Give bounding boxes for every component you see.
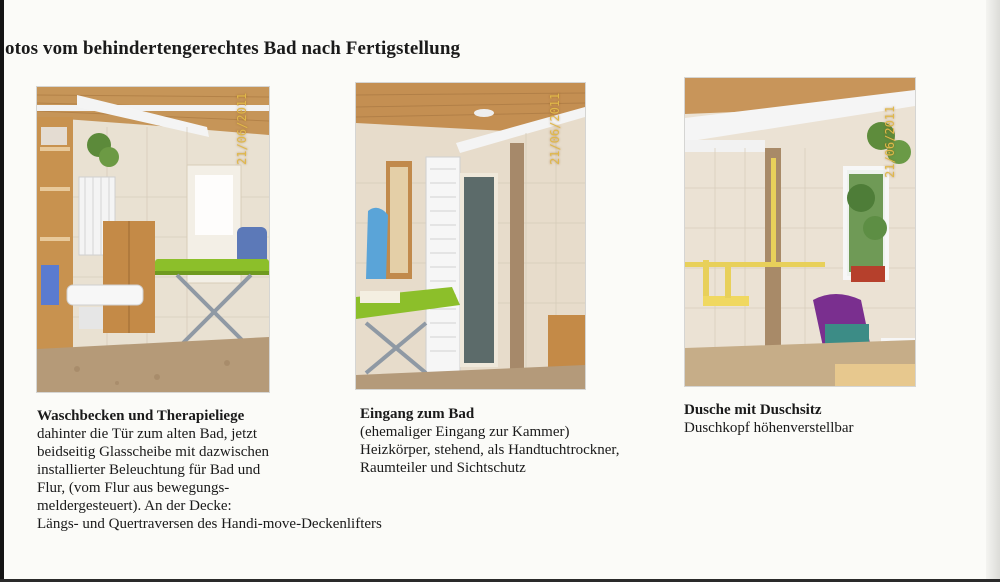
caption-line: Duschkopf höhenverstellbar: [684, 420, 854, 436]
caption-line: meldergesteuert). An der Decke:: [37, 498, 232, 514]
photo-datestamp: 21/06/2011: [235, 92, 249, 165]
caption-washbasin-therapy-table: [37, 407, 382, 533]
photo-bathroom-entrance: [356, 83, 585, 389]
caption-line: Heizkörper, stehend, als Handtuchtrockner,: [360, 442, 620, 458]
caption-line: installierter Beleuchtung für Bad und: [37, 462, 261, 478]
caption-title: Eingang zum Bad: [360, 406, 475, 422]
caption-bathroom-entrance: [360, 405, 620, 477]
caption-title: Dusche mit Duschsitz: [684, 402, 822, 418]
page-title: otos vom behindertengerechtes Bad nach Fertigstellung: [5, 38, 461, 59]
caption-line: dahinter die Tür zum alten Bad, jetzt: [37, 426, 258, 442]
scan-edge-left: [0, 0, 4, 582]
caption-line: beidseitig Glasscheibe mit dazwischen: [37, 444, 270, 460]
photo-shower-seat: [685, 78, 915, 386]
photo-datestamp: 21/06/2011: [548, 92, 562, 165]
caption-line: Flur, (vom Flur aus bewegungs-: [37, 480, 230, 496]
photo-washbasin-therapy-table: [37, 87, 269, 392]
caption-line: (ehemaliger Eingang zur Kammer): [360, 424, 570, 440]
caption-line: Längs- und Quertraversen des Handi-move-Deckenlifters: [37, 516, 382, 532]
caption-line: Raumteiler und Sichtschutz: [360, 460, 526, 476]
scan-edge-right: [986, 0, 1000, 582]
photo-datestamp: 21/06/2011: [883, 105, 897, 178]
caption-title: Waschbecken und Therapieliege: [37, 408, 245, 424]
caption-shower-seat: [684, 401, 854, 437]
